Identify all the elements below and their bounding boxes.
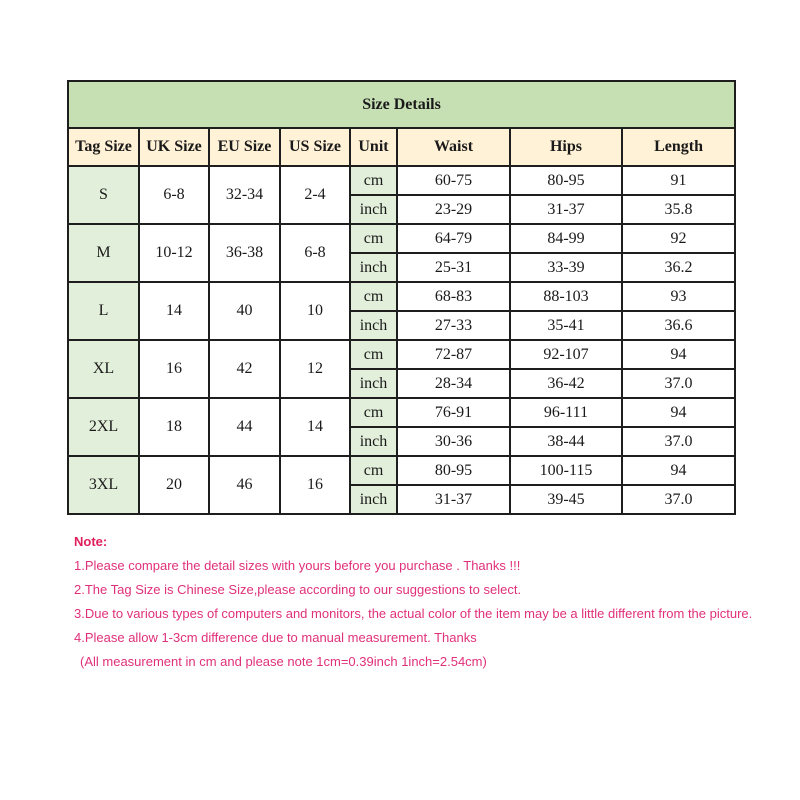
tag-size-cell: 2XL xyxy=(68,398,139,456)
column-header-row xyxy=(68,128,735,166)
table-title: Size Details xyxy=(68,81,735,128)
eu-size-cell: 42 xyxy=(209,340,280,398)
us-size-cell: 12 xyxy=(280,340,350,398)
notes-section xyxy=(74,534,794,678)
us-size-cell: 14 xyxy=(280,398,350,456)
unit-cell: cm xyxy=(350,224,397,253)
col-header-eu-size: EU Size xyxy=(209,128,280,166)
unit-cell: inch xyxy=(350,485,397,514)
col-header-waist: Waist xyxy=(397,128,510,166)
tag-size-cell: L xyxy=(68,282,139,340)
hips-cell: 88-103 xyxy=(510,282,622,311)
length-cell: 94 xyxy=(622,456,735,485)
tag-size-cell: S xyxy=(68,166,139,224)
unit-cell: cm xyxy=(350,282,397,311)
hips-cell: 36-42 xyxy=(510,369,622,398)
length-cell: 92 xyxy=(622,224,735,253)
note-line-2: 2.The Tag Size is Chinese Size,please according to our suggestions to select. xyxy=(74,582,522,597)
waist-cell: 23-29 xyxy=(397,195,510,224)
hips-cell: 96-111 xyxy=(510,398,622,427)
tag-size-cell: XL xyxy=(68,340,139,398)
hips-cell: 100-115 xyxy=(510,456,622,485)
eu-size-cell: 46 xyxy=(209,456,280,514)
col-header-uk-size: UK Size xyxy=(139,128,209,166)
eu-size-cell: 40 xyxy=(209,282,280,340)
eu-size-cell: 44 xyxy=(209,398,280,456)
us-size-cell: 6-8 xyxy=(280,224,350,282)
hips-cell: 80-95 xyxy=(510,166,622,195)
col-header-unit: Unit xyxy=(350,128,397,166)
hips-cell: 38-44 xyxy=(510,427,622,456)
eu-size-cell: 32-34 xyxy=(209,166,280,224)
us-size-cell: 2-4 xyxy=(280,166,350,224)
uk-size-cell: 10-12 xyxy=(139,224,209,282)
note-conversion: (All measurement in cm and please note 1cm=0.39inch 1inch=2.54cm) xyxy=(80,654,487,669)
waist-cell: 80-95 xyxy=(397,456,510,485)
tag-size-cell: M xyxy=(68,224,139,282)
hips-cell: 33-39 xyxy=(510,253,622,282)
col-header-length: Length xyxy=(622,128,735,166)
waist-cell: 72-87 xyxy=(397,340,510,369)
waist-cell: 27-33 xyxy=(397,311,510,340)
size-row-3-cm xyxy=(68,340,735,369)
size-row-5-cm xyxy=(68,456,735,485)
length-cell: 36.2 xyxy=(622,253,735,282)
unit-cell: inch xyxy=(350,311,397,340)
size-row-1-cm xyxy=(68,224,735,253)
col-header-us-size: US Size xyxy=(280,128,350,166)
hips-cell: 35-41 xyxy=(510,311,622,340)
hips-cell: 31-37 xyxy=(510,195,622,224)
length-cell: 37.0 xyxy=(622,427,735,456)
waist-cell: 30-36 xyxy=(397,427,510,456)
uk-size-cell: 18 xyxy=(139,398,209,456)
size-row-4-cm xyxy=(68,398,735,427)
unit-cell: cm xyxy=(350,340,397,369)
length-cell: 37.0 xyxy=(622,485,735,514)
size-rows xyxy=(68,166,735,514)
note-line-3: 3.Due to various types of computers and monitors, the actual color of the item may be a little different from the picture. xyxy=(74,606,753,621)
unit-cell: inch xyxy=(350,195,397,224)
unit-cell: inch xyxy=(350,427,397,456)
length-cell: 35.8 xyxy=(622,195,735,224)
hips-cell: 84-99 xyxy=(510,224,622,253)
unit-cell: cm xyxy=(350,456,397,485)
uk-size-cell: 6-8 xyxy=(139,166,209,224)
uk-size-cell: 20 xyxy=(139,456,209,514)
unit-cell: inch xyxy=(350,369,397,398)
note-line-4: 4.Please allow 1-3cm difference due to manual measurement. Thanks xyxy=(74,630,477,645)
length-cell: 36.6 xyxy=(622,311,735,340)
size-row-2-cm xyxy=(68,282,735,311)
waist-cell: 60-75 xyxy=(397,166,510,195)
waist-cell: 28-34 xyxy=(397,369,510,398)
note-line-1: 1.Please compare the detail sizes with yours before you purchase . Thanks !!! xyxy=(74,558,521,573)
length-cell: 94 xyxy=(622,398,735,427)
length-cell: 93 xyxy=(622,282,735,311)
us-size-cell: 10 xyxy=(280,282,350,340)
col-header-hips: Hips xyxy=(510,128,622,166)
waist-cell: 31-37 xyxy=(397,485,510,514)
size-details-table xyxy=(67,80,736,515)
unit-cell: cm xyxy=(350,166,397,195)
size-row-0-cm xyxy=(68,166,735,195)
waist-cell: 76-91 xyxy=(397,398,510,427)
length-cell: 91 xyxy=(622,166,735,195)
eu-size-cell: 36-38 xyxy=(209,224,280,282)
tag-size-cell: 3XL xyxy=(68,456,139,514)
length-cell: 37.0 xyxy=(622,369,735,398)
uk-size-cell: 16 xyxy=(139,340,209,398)
unit-cell: inch xyxy=(350,253,397,282)
uk-size-cell: 14 xyxy=(139,282,209,340)
notes-title: Note: xyxy=(74,534,108,549)
unit-cell: cm xyxy=(350,398,397,427)
hips-cell: 39-45 xyxy=(510,485,622,514)
length-cell: 94 xyxy=(622,340,735,369)
us-size-cell: 16 xyxy=(280,456,350,514)
waist-cell: 64-79 xyxy=(397,224,510,253)
col-header-tag-size: Tag Size xyxy=(68,128,139,166)
waist-cell: 25-31 xyxy=(397,253,510,282)
waist-cell: 68-83 xyxy=(397,282,510,311)
hips-cell: 92-107 xyxy=(510,340,622,369)
